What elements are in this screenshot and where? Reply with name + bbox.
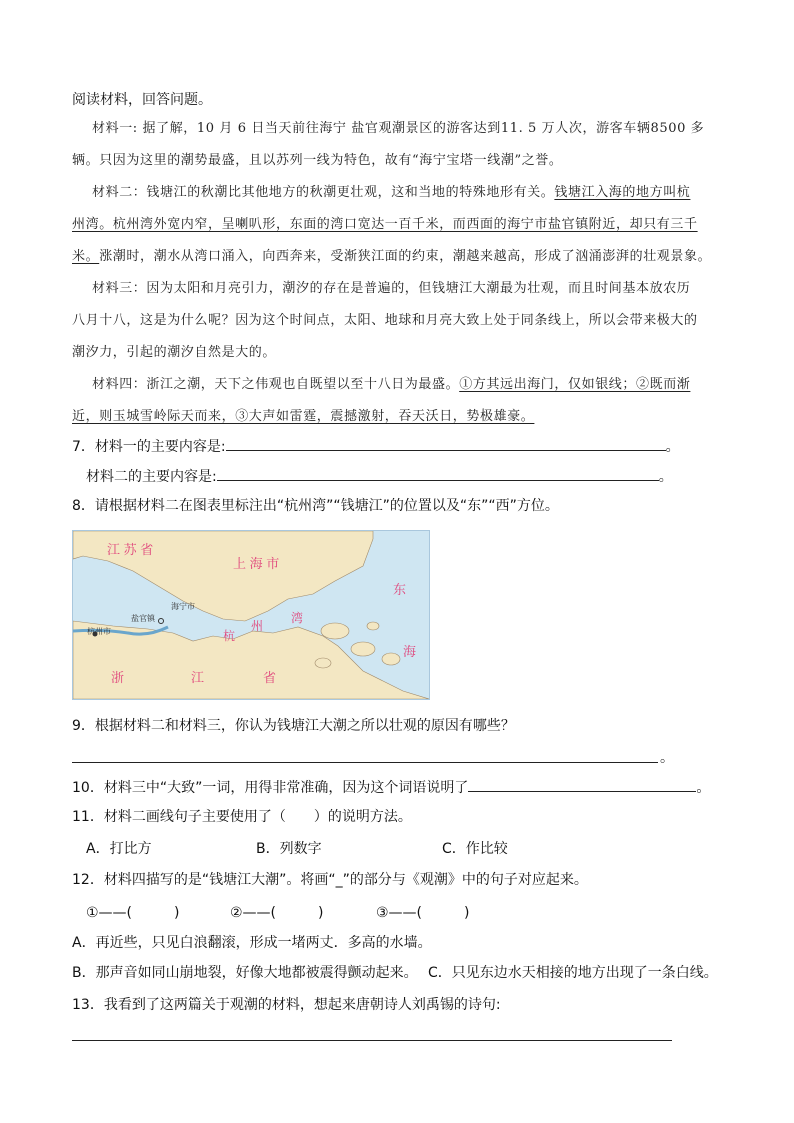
label-zhejiang-sheng: 省 xyxy=(263,670,277,685)
label-dong: 东 xyxy=(393,582,407,597)
q11-option-c[interactable]: C．作比较 xyxy=(442,841,508,857)
q13-answer-blank[interactable] xyxy=(72,1040,672,1041)
q8-question: 8．请根据材料二在图表里标注出“杭州湾”“钱塘江”的位置以及“东”“西”方位。 xyxy=(72,498,559,514)
q7-prompt-b: 材料二的主要内容是: xyxy=(86,469,217,485)
label-shanghai: 上 海 市 xyxy=(233,556,280,571)
label-hangzhou-city: 杭州市 xyxy=(87,627,111,636)
q12-option-a: A．再近些，只见白浪翻滚，形成一堵两丈．多高的水墙。 xyxy=(72,935,432,951)
q10-line xyxy=(72,777,710,798)
q11-option-a[interactable]: A．打比方 xyxy=(86,841,152,857)
q12-question: 12．材料四描写的是“钱塘江大潮”。将画“_”的部分与《观潮》中的句子对应起来。 xyxy=(72,872,588,888)
q9-question: 9．根据材料二和材料三，你认为钱塘江大潮之所以壮观的原因有哪些？ xyxy=(72,718,515,734)
q7-answer-blank-a[interactable] xyxy=(226,436,666,451)
q7-end-b: 。 xyxy=(658,469,673,485)
intro-text: 阅读材料，回答问题。 xyxy=(72,92,212,108)
island xyxy=(321,623,349,639)
material1-line1: 材料一: 据了解，10 月 6 日当天前往海宁 盐官观潮景区的游客达到11. 5 万人次，游客车辆8500 多 xyxy=(92,121,705,136)
material4-text: 材料四：浙江之潮，天下之伟观也自既望以至十八日为最盛。 xyxy=(92,377,460,392)
label-jiangsu: 江 苏 省 xyxy=(107,542,154,557)
label-haining: 海宁市 xyxy=(171,602,195,611)
material2-line2: 州湾。杭州湾外宽内窄，呈喇叭形，东面的湾口宽达一百千米，而西面的海宁市盐官镇附近，却只有三千 xyxy=(72,217,698,232)
q9-answer-blank[interactable] xyxy=(72,762,658,763)
q7-line-a xyxy=(72,436,680,457)
label-bay-wan: 湾 xyxy=(291,611,304,625)
q12-option-c: C．只见东边水天相接的地方出现了一条白线。 xyxy=(428,965,718,981)
q13-question: 13．我看到了这两篇关于观潮的材料，想起来唐朝诗人刘禹锡的诗句: xyxy=(72,997,501,1013)
q7-line-b xyxy=(86,466,673,487)
q12-match-1[interactable]: ①——( ) xyxy=(86,905,180,921)
material4-line2: 近，则玉城雪岭际天而来，③大声如雷霆，震撼激射，吞天沃日，势极雄豪。 xyxy=(72,409,535,424)
label-yanguan: 盐官镇 xyxy=(131,614,155,623)
q12-match-3[interactable]: ③——( ) xyxy=(376,905,470,921)
material2-text-end: 涨潮时，潮水从湾口涌入，向西奔来，受渐狭江面的约束，潮越来越高，形成了汹涌澎湃的壮观景象。 xyxy=(99,249,712,264)
q11-question: 11．材料二画线句子主要使用了（ ）的说明方法。 xyxy=(72,809,412,825)
material2-line3 xyxy=(72,248,711,266)
q7-end-a: 。 xyxy=(665,439,680,455)
q12-option-b: B．那声音如同山崩地裂，好像大地都被震得颤动起来。 xyxy=(72,965,418,981)
island xyxy=(315,658,331,668)
material4-underlined: ①方其远出海门，仅如银线；②既而渐 xyxy=(459,377,691,392)
island xyxy=(382,653,400,665)
island xyxy=(351,642,375,656)
label-bay-zhou: 州 xyxy=(251,619,264,633)
q7-prompt-a: 7．材料一的主要内容是: xyxy=(72,439,226,455)
island xyxy=(367,622,379,630)
label-hai: 海 xyxy=(403,644,417,659)
hangzhou-bay-map[interactable] xyxy=(72,530,430,700)
material3-line2: 八月十八，这是为什么呢？因为这个时间点，太阳、地球和月亮大致上处于同条线上，所以会带来极大的 xyxy=(72,313,698,328)
q9-end: 。 xyxy=(660,750,674,766)
q12-match-2[interactable]: ②——( ) xyxy=(230,905,324,921)
label-zhejiang-zhe: 浙 xyxy=(111,670,125,685)
material2-line1 xyxy=(92,184,690,202)
q11-option-b[interactable]: B．列数字 xyxy=(256,841,322,857)
label-bay-hang: 杭 xyxy=(223,629,236,643)
material4-line1 xyxy=(92,376,690,394)
material2-underlined-end: 米。 xyxy=(72,249,100,264)
material1-line2: 辆。只因为这里的潮势最盛，且以苏列一线为特色，故有“海宁宝塔一线潮”之誉。 xyxy=(72,153,563,168)
material2-underlined: 钱塘江入海的地方叫杭 xyxy=(554,185,691,200)
label-zhejiang-jiang: 江 xyxy=(191,670,205,685)
q10-end: 。 xyxy=(696,780,711,796)
material3-line1: 材料三：因为太阳和月亮引力，潮汐的存在是普遍的，但钱塘江大潮最为壮观，而且时间基本放农历 xyxy=(92,281,691,296)
material3-line3: 潮汐力，引起的潮汐自然是大的。 xyxy=(72,345,277,360)
q10-answer-blank[interactable] xyxy=(468,777,696,792)
q7-answer-blank-b[interactable] xyxy=(217,466,659,481)
q10-question: 10．材料三中“大致”一词，用得非常准确，因为这个词语说明了 xyxy=(72,780,469,796)
material2-text: 材料二：钱塘江的秋潮比其他地方的秋潮更壮观，这和当地的特殊地形有关。 xyxy=(92,185,555,200)
